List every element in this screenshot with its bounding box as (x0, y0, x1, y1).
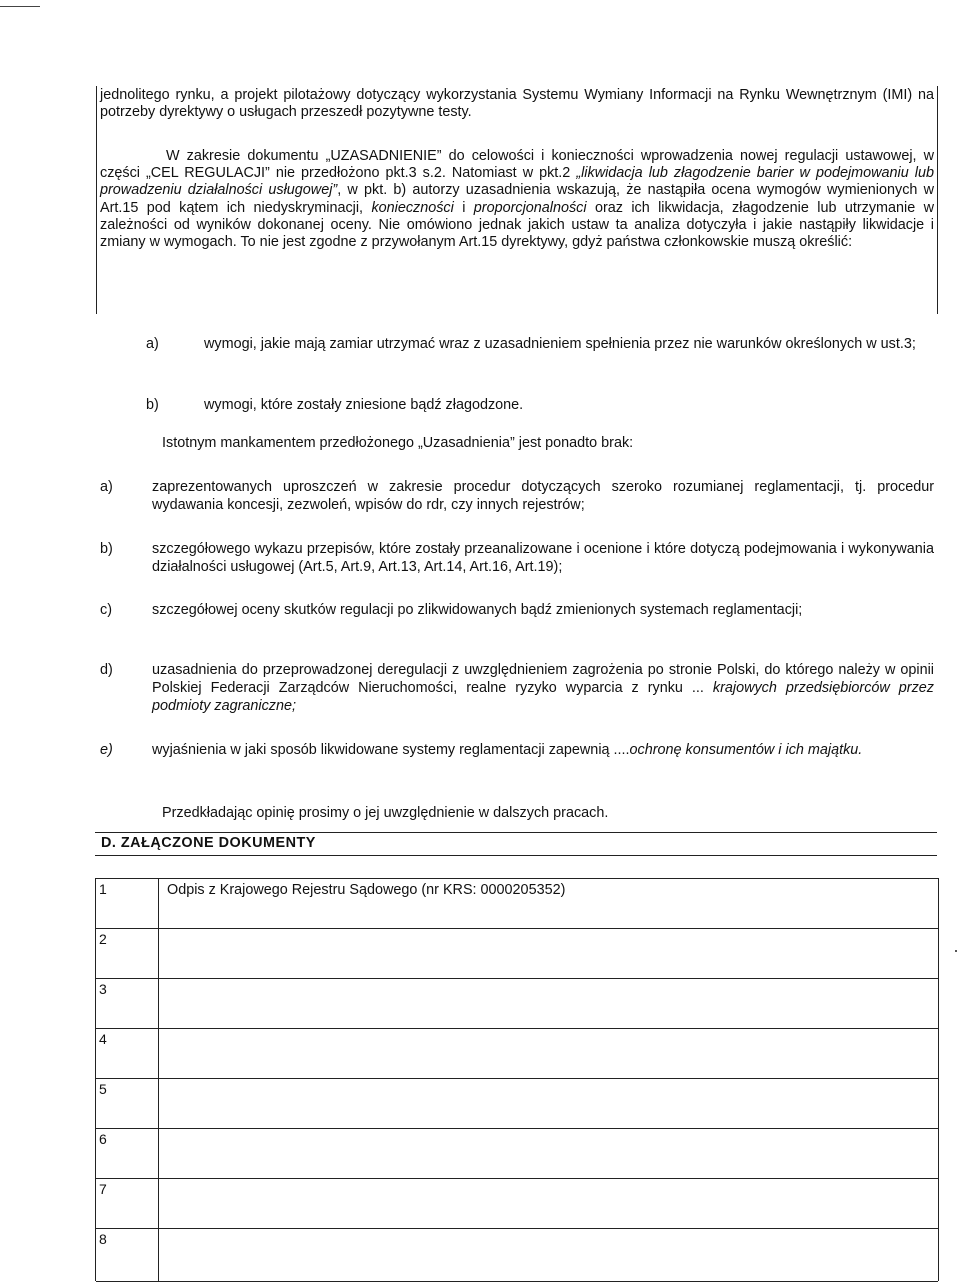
table-row (96, 978, 938, 1029)
p2-proporcjonalności: proporcjonalności (473, 199, 587, 216)
table-row (96, 1178, 938, 1229)
requirement-marker: b) (146, 397, 159, 413)
requirement-marker: a) (146, 336, 159, 352)
column-divider (158, 979, 159, 1029)
lack-text-plain: wyjaśnienia w jaki sposób likwidowane systemy reglamentacji zapewnią .... (152, 742, 630, 758)
closing-note: Przedkładając opinię prosimy o jej uwzględnienie w dalszych pracach. (162, 805, 609, 821)
lack-marker: e) (100, 742, 113, 758)
lack-text: szczegółowej oceny skutków regulacji po zlikwidowanych bądź zmienionych systemach reglamentacji; (152, 602, 803, 618)
column-divider (158, 1029, 159, 1079)
lack-text (152, 661, 934, 715)
row-number: 1 (99, 881, 107, 897)
row-number: 6 (99, 1131, 107, 1147)
table-row (96, 1128, 938, 1179)
p2-text-c: , w pkt. b) autorzy uzasadnienia wskazują, że nastąpiła ocena wymogów wymienionych w Art.15 pod kątem ich niedyskryminacji, (100, 182, 935, 216)
row-number: 5 (99, 1081, 107, 1097)
column-divider (158, 1079, 159, 1129)
section-d-header (95, 832, 937, 856)
row-document: Odpis z Krajowego Rejestru Sądowego (nr KRS: 0000205352) (167, 882, 566, 898)
section-d-title: D. ZAŁĄCZONE DOKUMENTY (101, 835, 316, 851)
column-divider (158, 879, 159, 929)
lack-text-plain: uzasadnienia do przeprowadzonej deregulacji z uwzględnieniem zagrożenia po stronie Polski, do którego należy w opinii Polskiej Federacji Zarządców Nieruchomości, realne ryzyko wyparcia z rynku ... (152, 662, 934, 696)
lack-text-italic: ochronę konsumentów i ich majątku. (629, 742, 863, 758)
row-number: 7 (99, 1181, 107, 1197)
column-divider (158, 929, 159, 979)
table-row (96, 1078, 938, 1129)
column-divider (158, 1129, 159, 1179)
attached-documents-table (95, 878, 939, 1281)
p2-text-g: oraz ich likwidacja, złagodzenie lub utrzymanie w zależności od wyników dokonanej oceny. Nie omówiono jednak jakich ustaw ta analiza dotyczyła i jakie nastąpiły likwidacje i zmiany w wymogach. To nie jest zgodne z przywołanym Art.15 dyrektywy, gdyż państwa członkowskie muszą określić: (100, 199, 934, 251)
row-number: 8 (99, 1231, 107, 1247)
row-number: 3 (99, 981, 107, 997)
requirement-text: wymogi, jakie mają zamiar utrzymać wraz z uzasadnieniem spełnienia przez nie warunków określonych w ust.3; (204, 336, 916, 352)
scan-speck (955, 950, 957, 952)
lack-marker: d) (100, 662, 113, 678)
p2-text-a: W zakresie dokumentu „UZASADNIENIE” do celowości i konieczności wprowadzenia nowej regulacji ustawowej, w części „CEL REGULACJI” nie przedłożono pkt.3 s.2. Natomiast w pkt.2 (100, 148, 934, 182)
column-divider (158, 1179, 159, 1229)
p2-konieczności: konieczności (371, 199, 454, 216)
table-row (96, 878, 938, 929)
requirement-text: wymogi, które zostały zniesione bądź złagodzone. (204, 397, 524, 413)
table-row (96, 1028, 938, 1079)
row-number: 4 (99, 1031, 107, 1047)
p2-text-e: i (453, 199, 474, 216)
scan-artifact-line (0, 6, 40, 7)
lack-text-italic: krajowych przedsiębiorców przez podmioty zagraniczne; (152, 680, 934, 714)
lack-marker: b) (100, 541, 113, 557)
table-row (96, 1228, 938, 1282)
table-row (96, 928, 938, 979)
lack-text (152, 741, 934, 759)
p2-quote-italic: „likwidacja lub złagodzenie barier w podejmowaniu lub prowadzeniu działalności usługowej” (100, 165, 934, 199)
lack-marker: a) (100, 479, 113, 495)
lack-marker: c) (100, 602, 112, 618)
lack-intro: Istotnym mankamentem przedłożonego „Uzasadnienia” jest ponadto brak: (162, 435, 634, 451)
row-number: 2 (99, 931, 107, 947)
lack-text: zaprezentowanych uproszczeń w zakresie procedur dotyczących szeroko rozumianej reglamentacji, tj. procedur wydawania koncesji, zezwoleń, wpisów do rdr, czy innych rejestrów; (152, 479, 934, 513)
lack-text: szczegółowego wykazu przepisów, które zostały przeanalizowane i ocenione i które dotyczą podejmowania i wykonywania działalności usługowej (Art.5, Art.9, Art.13, Art.14, Art.16, Art.19); (152, 541, 934, 575)
column-divider (158, 1229, 159, 1281)
intro-paragraph-2 (100, 148, 934, 251)
intro-paragraph-1: jednolitego rynku, a projekt pilotażowy dotyczący wykorzystania Systemu Wymiany Informacji na Rynku Wewnętrznym (IMI) na potrzeby dyrektywy o usługach przeszedł pozytywne testy. (100, 87, 934, 121)
